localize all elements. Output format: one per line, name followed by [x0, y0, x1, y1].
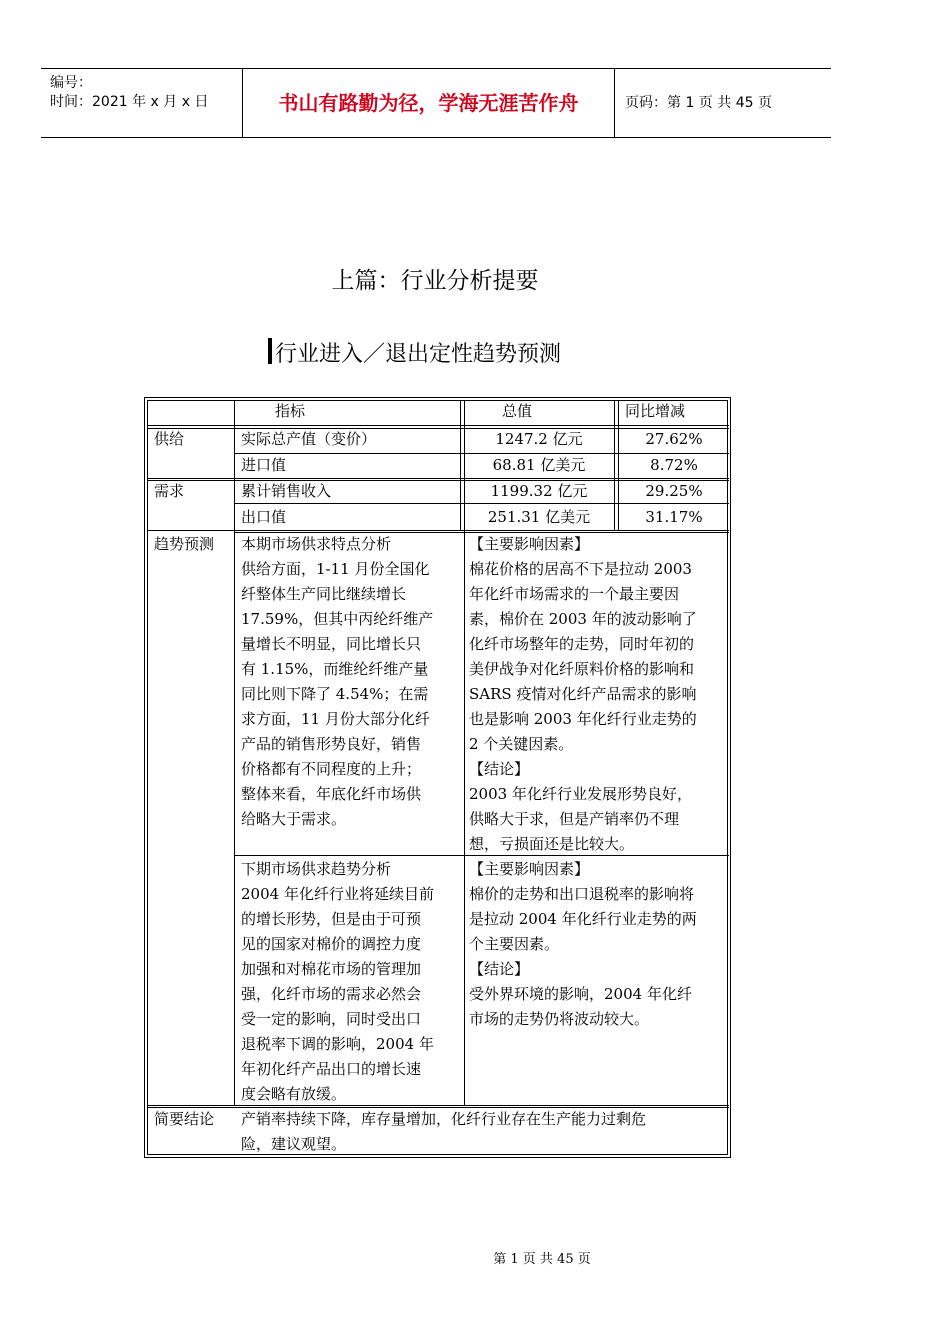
row-change: 27.62%: [645, 430, 703, 448]
subtitle-bar: [268, 338, 272, 364]
current-line: 整体来看，年底化纤市场供: [241, 785, 422, 803]
row-indicator: 出口值: [241, 508, 287, 526]
current-line: 纤整体生产同比继续增长: [241, 585, 407, 603]
conclusion-line: 受外界环境的影响，2004 年化纤: [469, 985, 692, 1003]
row-indicator: 进口值: [241, 456, 287, 474]
factors-line: 年化纤市场需求的一个最主要因: [469, 585, 680, 603]
next-analysis: [241, 857, 463, 1107]
category-demand: 需求: [154, 482, 185, 500]
current-line: 给略大于需求。: [241, 810, 347, 828]
section-subtitle: [268, 337, 561, 368]
category-supply: 供给: [154, 430, 185, 448]
next-line: 2004 年化纤行业将延续目前: [241, 885, 434, 903]
next-line: 受一定的影响，同时受出口: [241, 1010, 422, 1028]
row-value: 1247.2 亿元: [495, 430, 583, 448]
page-title: 上篇：行业分析提要: [331, 268, 539, 294]
current-line: 求方面，11 月份大部分化纤: [241, 710, 430, 728]
header-indicator: 指标: [275, 402, 306, 420]
current-analysis: [241, 532, 463, 832]
factors-line: 2 个关键因素。: [469, 735, 574, 753]
current-line: 供给方面，1-11 月份全国化: [241, 560, 430, 578]
conclusion-line: 供略大于求，但是产销率仍不理: [469, 810, 680, 828]
row-change: 8.72%: [650, 456, 698, 474]
summary-line: 产销率持续下降，库存量增加，化纤行业存在生产能力过剩危: [241, 1110, 647, 1128]
row-change: 31.17%: [645, 508, 703, 526]
page-header: [41, 68, 831, 138]
factors-label: 【主要影响因素】: [469, 535, 590, 553]
conclusion-line: 想，亏损面还是比较大。: [469, 835, 635, 853]
conclusion-label: 【结论】: [469, 760, 530, 778]
next-heading: 下期市场供求趋势分析: [241, 860, 392, 878]
current-line: 产品的销售形势良好，销售: [241, 735, 422, 753]
indicator-table: [144, 397, 731, 1158]
summary-line: 险，建议观望。: [241, 1135, 347, 1153]
factors-line: 化纤市场整年的走势，同时年初的: [469, 635, 695, 653]
current-line: 同比则下降了 4.54%；在需: [241, 685, 429, 703]
factors-line: 棉价的走势和出口退税率的影响将: [469, 885, 695, 903]
next-line: 强，化纤市场的需求必然会: [241, 985, 422, 1003]
factors-line: 也是影响 2003 年化纤行业走势的: [469, 710, 697, 728]
trend-label: 趋势预测: [154, 535, 215, 553]
row-indicator: 实际总产值（变价）: [241, 430, 377, 448]
header-value: 总值: [502, 402, 533, 420]
number-label: 编号：: [50, 75, 92, 91]
next-line: 加强和对棉花市场的管理加: [241, 960, 422, 978]
subtitle-text: 行业进入／退出定性趋势预测: [275, 342, 562, 367]
row-indicator: 累计销售收入: [241, 482, 332, 500]
row-value: 251.31 亿美元: [487, 508, 591, 526]
next-factors: [469, 857, 731, 1032]
header-motto: 书山有路勤为径，学海无涯苦作舟: [243, 69, 615, 137]
factors-line: 棉花价格的居高不下是拉动 2003: [469, 560, 692, 578]
current-line: 有 1.15%，而维纶纤维产量: [241, 660, 429, 678]
factors-line: 素，棉价在 2003 年的波动影响了: [469, 610, 697, 628]
current-line: 价格都有不同程度的上升；: [241, 760, 422, 778]
time-label: 时间：2021 年 x 月 x 日: [50, 94, 209, 110]
header-meta: [41, 69, 243, 137]
page-footer: 第 1 页 共 45 页: [493, 1252, 591, 1267]
summary-text: [241, 1107, 727, 1157]
conclusion-line: 市场的走势仍将波动较大。: [469, 1010, 650, 1028]
summary-label: 简要结论: [154, 1110, 215, 1128]
header-page-info: 页码：第 1 页 共 45 页: [625, 95, 772, 111]
conclusion-line: 2003 年化纤行业发展形势良好，: [469, 785, 692, 803]
current-heading: 本期市场供求特点分析: [241, 535, 392, 553]
current-line: 量增长不明显，同比增长只: [241, 635, 422, 653]
factors-line: SARS 疫情对化纤产品需求的影响: [469, 685, 697, 703]
factors-label: 【主要影响因素】: [469, 860, 590, 878]
next-line: 见的国家对棉价的调控力度: [241, 935, 422, 953]
factors-line: 是拉动 2004 年化纤行业走势的两: [469, 910, 697, 928]
next-line: 度会略有放缓。: [241, 1085, 347, 1103]
conclusion-label: 【结论】: [469, 960, 530, 978]
current-line: 17.59%，但其中丙纶纤维产: [241, 610, 434, 628]
header-change: 同比增减: [625, 402, 686, 420]
current-factors: [469, 532, 731, 857]
factors-line: 个主要因素。: [469, 935, 560, 953]
next-line: 的增长形势，但是由于可预: [241, 910, 422, 928]
factors-line: 美伊战争对化纤原料价格的影响和: [469, 660, 695, 678]
row-value: 68.81 亿美元: [492, 456, 586, 474]
next-line: 年初化纤产品出口的增长速: [241, 1060, 422, 1078]
next-line: 退税率下调的影响，2004 年: [241, 1035, 434, 1053]
row-value: 1199.32 亿元: [490, 482, 588, 500]
row-change: 29.25%: [645, 482, 703, 500]
